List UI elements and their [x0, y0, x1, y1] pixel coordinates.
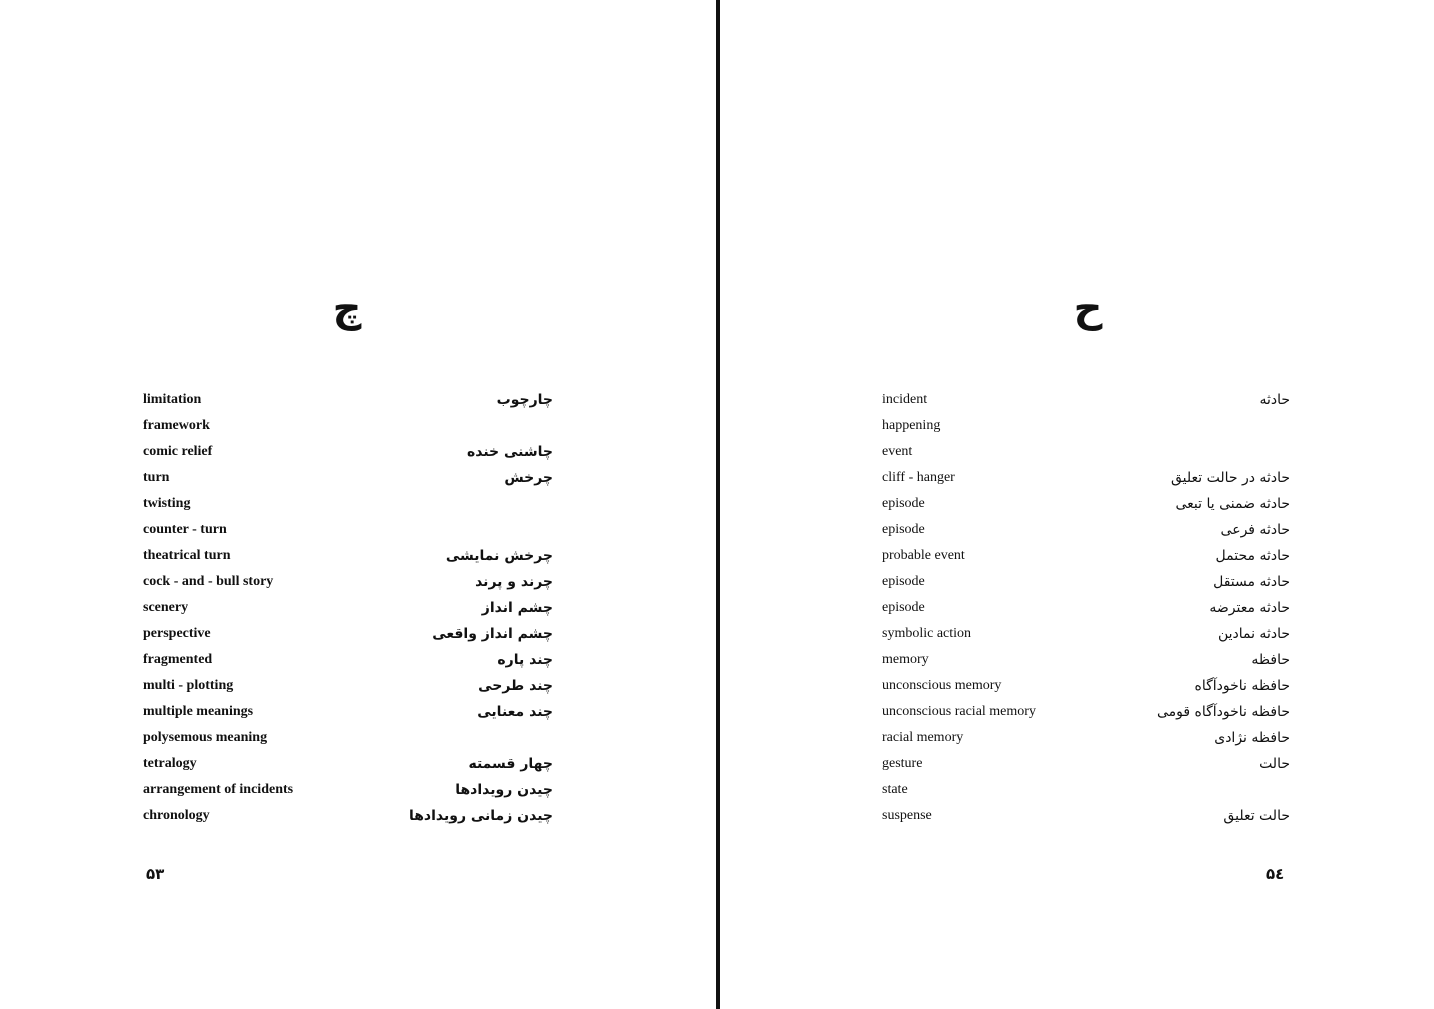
glossary-entry: [143, 596, 553, 622]
persian-term: حادثه معترضه: [1209, 600, 1290, 616]
glossary-entry: [143, 570, 553, 596]
english-term: racial memory: [882, 730, 964, 745]
persian-term: حادثه در حالت تعلیق: [1170, 470, 1290, 486]
persian-term: حادثه فرعی: [1220, 522, 1290, 538]
persian-term: چارچوب: [496, 392, 553, 408]
english-term: suspense: [882, 808, 932, 823]
glossary-entry: [882, 492, 1290, 518]
glossary-entry: [143, 804, 553, 830]
english-term: theatrical turn: [143, 548, 231, 563]
english-term: comic relief: [143, 444, 213, 459]
glossary-entry: [143, 726, 553, 752]
persian-term: حادثه ضمنی یا تبعی: [1175, 496, 1290, 512]
persian-term: چرند و پرند: [475, 574, 553, 590]
glossary-entry: [143, 518, 553, 544]
glossary-entry: [143, 414, 553, 440]
glossary-entry: [882, 726, 1290, 752]
english-term: cliff - hanger: [882, 470, 955, 485]
persian-term: چهار قسمته: [468, 756, 553, 772]
section-letter-heading: ح: [1073, 285, 1103, 331]
persian-term: چند طرحی: [478, 678, 553, 694]
persian-term: حادثه محتمل: [1215, 548, 1290, 564]
glossary-entry: [143, 544, 553, 570]
page-number: ۵۳: [146, 865, 165, 883]
english-term: symbolic action: [882, 626, 972, 641]
english-term: episode: [882, 522, 925, 537]
english-term: framework: [143, 418, 210, 433]
english-term: incident: [882, 392, 928, 407]
glossary-entry: [882, 414, 1290, 440]
glossary-entry: [882, 674, 1290, 700]
persian-term: حافظه ناخودآگاه قومی: [1156, 704, 1290, 720]
glossary-entry: [143, 492, 553, 518]
glossary-entry: [143, 440, 553, 466]
glossary-entry: [882, 570, 1290, 596]
persian-term: حادثه مستقل: [1213, 574, 1290, 590]
glossary-entry: [882, 622, 1290, 648]
persian-term: چرخش نمایشی: [445, 548, 553, 564]
glossary-list: [882, 388, 1290, 830]
persian-term: چشم انداز واقعی: [432, 626, 553, 642]
english-term: chronology: [143, 808, 210, 823]
persian-term: حافظه ناخودآگاه: [1194, 678, 1290, 694]
glossary-entry: [882, 388, 1290, 414]
english-term: limitation: [143, 392, 202, 407]
glossary-entry: [882, 778, 1290, 804]
glossary-entry: [882, 440, 1290, 466]
glossary-entry: [882, 648, 1290, 674]
persian-term: چیدن زمانی رویدادها: [408, 808, 553, 824]
english-term: scenery: [143, 600, 189, 615]
glossary-entry: [143, 752, 553, 778]
glossary-entry: [882, 596, 1290, 622]
english-term: gesture: [882, 756, 923, 771]
glossary-entry: [882, 544, 1290, 570]
persian-term: حافظه نژادی: [1214, 730, 1290, 746]
english-term: multi - plotting: [143, 678, 234, 693]
glossary-list: [143, 388, 553, 830]
persian-term: چند پاره: [497, 652, 553, 668]
glossary-entry: [143, 388, 553, 414]
glossary-entry: [882, 804, 1290, 830]
english-term: episode: [882, 574, 925, 589]
persian-term: چاشنی خنده: [466, 444, 553, 460]
glossary-entry: [143, 778, 553, 804]
right-page: [720, 0, 1434, 1009]
english-term: unconscious memory: [882, 678, 1002, 693]
english-term: cock - and - bull story: [143, 574, 274, 589]
persian-term: چرخش: [504, 470, 553, 486]
persian-term: حادثه: [1259, 392, 1290, 408]
persian-term: حادثه نمادین: [1217, 626, 1290, 642]
persian-term: حالت تعلیق: [1223, 808, 1290, 824]
persian-term: چیدن رویدادها: [455, 782, 553, 798]
glossary-entry: [882, 466, 1290, 492]
english-term: perspective: [143, 626, 211, 641]
english-term: memory: [882, 652, 929, 667]
english-term: event: [882, 444, 913, 459]
page-number: ۵٤: [1266, 865, 1285, 883]
english-term: episode: [882, 496, 925, 511]
glossary-entry: [882, 700, 1290, 726]
english-term: polysemous meaning: [143, 730, 268, 745]
english-term: counter - turn: [143, 522, 227, 537]
persian-term: چشم انداز: [481, 600, 553, 616]
english-term: state: [882, 782, 908, 797]
english-term: turn: [143, 470, 170, 485]
english-term: episode: [882, 600, 925, 615]
glossary-entry: [882, 518, 1290, 544]
english-term: arrangement of incidents: [143, 782, 294, 797]
glossary-entry: [143, 674, 553, 700]
english-term: multiple meanings: [143, 704, 254, 719]
persian-term: چند معنایی: [477, 704, 553, 720]
english-term: probable event: [882, 548, 965, 563]
glossary-entry: [143, 622, 553, 648]
glossary-entry: [143, 700, 553, 726]
persian-term: حالت: [1259, 756, 1290, 772]
english-term: fragmented: [143, 652, 213, 667]
glossary-entry: [882, 752, 1290, 778]
section-letter-heading: چ: [332, 285, 362, 331]
english-term: unconscious racial memory: [882, 704, 1036, 719]
persian-term: حافظه: [1251, 652, 1290, 668]
english-term: twisting: [143, 496, 191, 511]
glossary-entry: [143, 648, 553, 674]
english-term: tetralogy: [143, 756, 197, 771]
glossary-entry: [143, 466, 553, 492]
english-term: happening: [882, 418, 941, 433]
